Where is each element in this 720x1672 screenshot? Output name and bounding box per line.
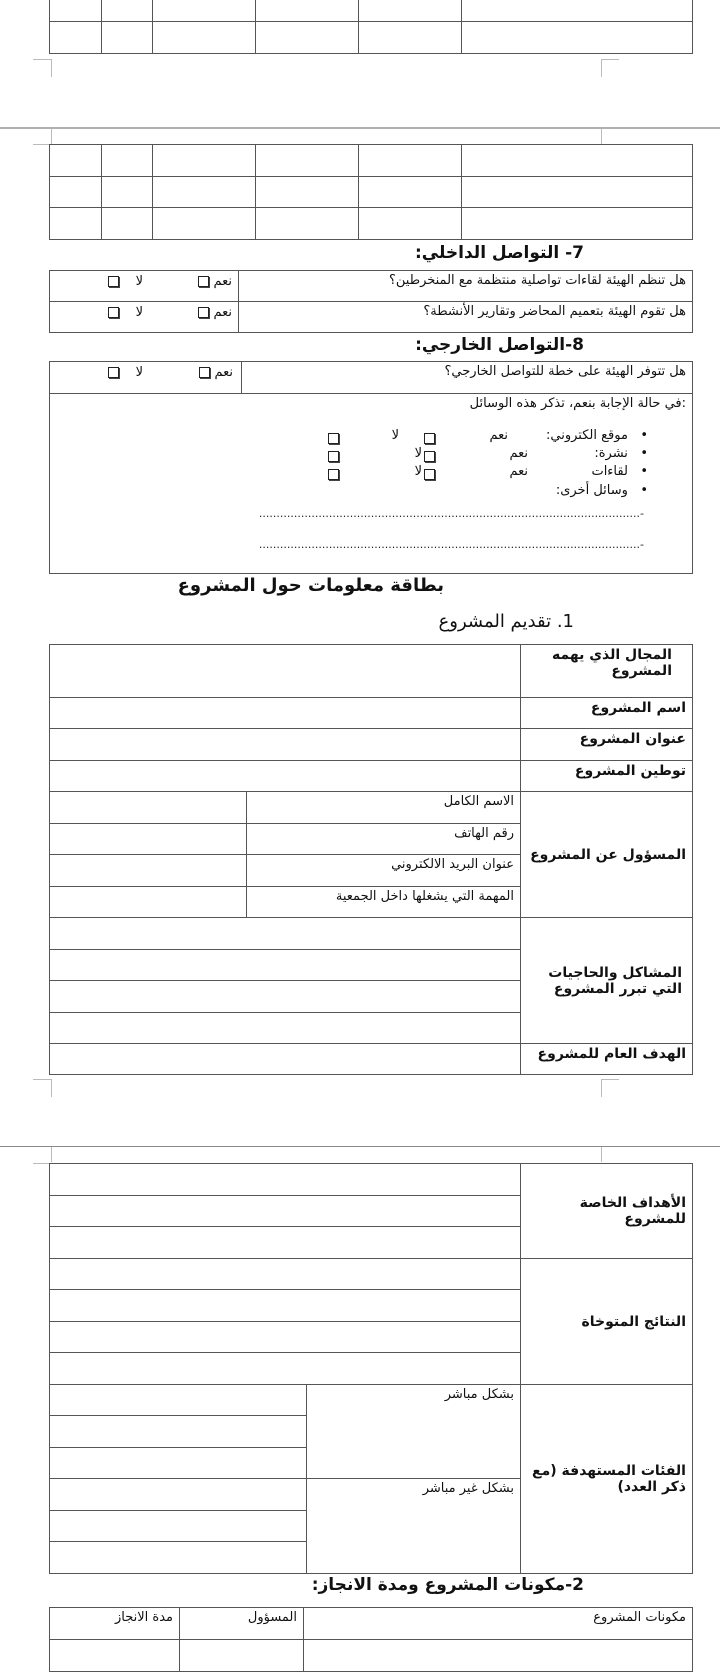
answer-cell <box>50 302 239 333</box>
sublabel-role: المهمة التي يشغلها داخل الجمعية <box>335 889 514 904</box>
bullet-icon: • <box>632 428 648 443</box>
crop-mark <box>33 59 51 60</box>
row-label-name: اسم المشروع <box>590 700 686 716</box>
crop-mark <box>601 1079 619 1080</box>
sublabel-phone: رقم الهاتف <box>454 826 514 841</box>
crop-mark <box>51 1147 52 1162</box>
crop-mark <box>33 1079 51 1080</box>
yes-label: نعم <box>509 464 528 479</box>
crop-mark <box>601 59 619 60</box>
yes-label: نعم <box>509 446 528 461</box>
internal-communication-table <box>49 270 693 333</box>
project-presentation-table <box>49 644 693 1075</box>
yes-checkbox[interactable] <box>424 469 435 480</box>
fullname-value[interactable] <box>50 792 247 824</box>
fill-line[interactable]: -............................................................................................................. <box>258 538 644 551</box>
no-label: لا <box>391 428 399 443</box>
fill-line[interactable]: -............................................................................................................. <box>258 507 644 520</box>
yes-label: نعم <box>213 305 232 320</box>
question-text: هل تتوفر الهيئة على خطة للتواصل الخارجي؟ <box>444 364 686 379</box>
phone-value[interactable] <box>50 824 247 855</box>
no-checkbox[interactable] <box>108 276 119 287</box>
project-components-table <box>49 1607 693 1672</box>
col-header-responsible: المسؤول <box>247 1610 297 1625</box>
project-card-title: بطاقة معلومات حول المشروع <box>177 575 444 596</box>
no-checkbox[interactable] <box>108 307 119 318</box>
no-label: لا <box>135 305 143 320</box>
direct-target-value[interactable] <box>50 1448 307 1479</box>
crop-mark <box>601 59 602 77</box>
expected-result-value[interactable] <box>50 1290 521 1322</box>
row-label-field: المجال الذي يهمه المشروع <box>551 647 672 679</box>
expected-result-value[interactable] <box>50 1259 521 1290</box>
sublabel-direct: بشكل مباشر <box>444 1387 514 1402</box>
row-label-general-goal: الهدف العام للمشروع <box>537 1046 686 1062</box>
col-header-duration: مدة الانجاز <box>114 1610 173 1625</box>
yes-label: نعم <box>489 428 508 443</box>
sublabel-fullname: الاسم الكامل <box>443 794 514 809</box>
crop-mark <box>51 129 52 144</box>
prev-table-top <box>49 144 693 240</box>
page-separator <box>0 1146 720 1147</box>
no-label: لا <box>135 274 143 289</box>
indirect-target-value[interactable] <box>50 1511 307 1542</box>
role-value[interactable] <box>50 887 247 918</box>
indirect-target-value[interactable] <box>50 1542 307 1574</box>
problems-value[interactable] <box>50 918 521 950</box>
row-label-responsible: المسؤول عن المشروع <box>530 846 686 863</box>
bullet-icon: • <box>632 464 648 479</box>
problems-value[interactable] <box>50 981 521 1013</box>
crop-mark <box>601 1147 602 1162</box>
prev-table-bottom <box>49 0 693 54</box>
duration-value[interactable] <box>50 1640 180 1672</box>
problems-value[interactable] <box>50 1013 521 1044</box>
external-communication-table <box>49 361 693 574</box>
responsible-value[interactable] <box>180 1640 304 1672</box>
no-checkbox[interactable] <box>328 451 339 462</box>
expected-result-value[interactable] <box>50 1353 521 1385</box>
question-text: هل تنظم الهيئة لقاءات تواصلية منتظمة مع المنخرطين؟ <box>389 273 686 288</box>
followup-text: :في حالة الإجابة بنعم، تذكر هذه الوسائل <box>469 396 686 411</box>
expected-result-value[interactable] <box>50 1322 521 1353</box>
component-value[interactable] <box>304 1640 693 1672</box>
project-goals-table <box>49 1163 693 1574</box>
means-item-other: • وسائل أخرى: <box>555 483 648 498</box>
yes-checkbox[interactable] <box>424 433 435 444</box>
row-label-expected-results: النتائج المتوخاة <box>581 1313 686 1330</box>
title-value[interactable] <box>50 729 521 761</box>
bullet-icon: • <box>632 446 648 461</box>
section2-heading: 2-مكونات المشروع ومدة الانجاز: <box>311 1575 584 1595</box>
crop-mark <box>601 1079 602 1097</box>
means-cell <box>50 394 693 574</box>
row-label-specific-goals: الأهداف الخاصة للمشروع <box>579 1195 686 1227</box>
specific-goal-value[interactable] <box>50 1196 521 1227</box>
crop-mark <box>51 59 52 77</box>
means-item-website: • موقع الكتروني: <box>546 428 648 443</box>
bullet-icon: • <box>632 483 648 498</box>
no-label: لا <box>135 365 143 380</box>
crop-mark <box>601 129 602 144</box>
col-header-components: مكونات المشروع <box>593 1610 686 1625</box>
email-value[interactable] <box>50 855 247 887</box>
direct-target-value[interactable] <box>50 1385 307 1416</box>
row-label-problems: المشاكل والحاجيات التي تبرر المشروع <box>548 964 682 997</box>
specific-goal-value[interactable] <box>50 1164 521 1196</box>
row-label-target-groups: الفئات المستهدفة (مع ذكر العدد) <box>532 1463 686 1495</box>
yes-checkbox[interactable] <box>198 276 209 287</box>
indirect-target-value[interactable] <box>50 1479 307 1511</box>
problems-value[interactable] <box>50 950 521 981</box>
sublabel-indirect: بشكل غير مباشر <box>422 1481 514 1496</box>
field-value[interactable] <box>50 645 521 698</box>
specific-goal-value[interactable] <box>50 1227 521 1259</box>
question-text: هل تقوم الهيئة بتعميم المحاضر وتقارير الأنشطة؟ <box>423 304 686 319</box>
location-value[interactable] <box>50 761 521 792</box>
no-label: لا <box>414 464 422 479</box>
yes-label: نعم <box>214 365 233 380</box>
row-label-location: توطين المشروع <box>574 763 686 779</box>
yes-checkbox[interactable] <box>424 451 435 462</box>
page-separator <box>0 127 720 129</box>
section8-heading: 8-التواصل الخارجي: <box>415 335 584 355</box>
no-checkbox[interactable] <box>328 433 339 444</box>
general-goal-value[interactable] <box>50 1044 521 1075</box>
yes-checkbox[interactable] <box>198 307 209 318</box>
means-item-newsletter: • نشرة: <box>594 446 648 461</box>
means-item-meetings: • لقاءات <box>591 464 648 479</box>
no-label: لا <box>414 446 422 461</box>
direct-target-value[interactable] <box>50 1416 307 1448</box>
name-value[interactable] <box>50 698 521 729</box>
section1-heading: 1. تقديم المشروع <box>438 611 574 632</box>
answer-cell <box>50 362 242 394</box>
sublabel-email: عنوان البريد الالكتروني <box>391 857 514 872</box>
no-checkbox[interactable] <box>108 367 119 378</box>
answer-cell <box>50 271 239 302</box>
crop-mark <box>51 1079 52 1097</box>
yes-label: نعم <box>213 274 232 289</box>
section7-heading: 7- التواصل الداخلي: <box>414 243 584 263</box>
no-checkbox[interactable] <box>328 469 339 480</box>
yes-checkbox[interactable] <box>199 367 210 378</box>
row-label-title: عنوان المشروع <box>579 731 686 747</box>
